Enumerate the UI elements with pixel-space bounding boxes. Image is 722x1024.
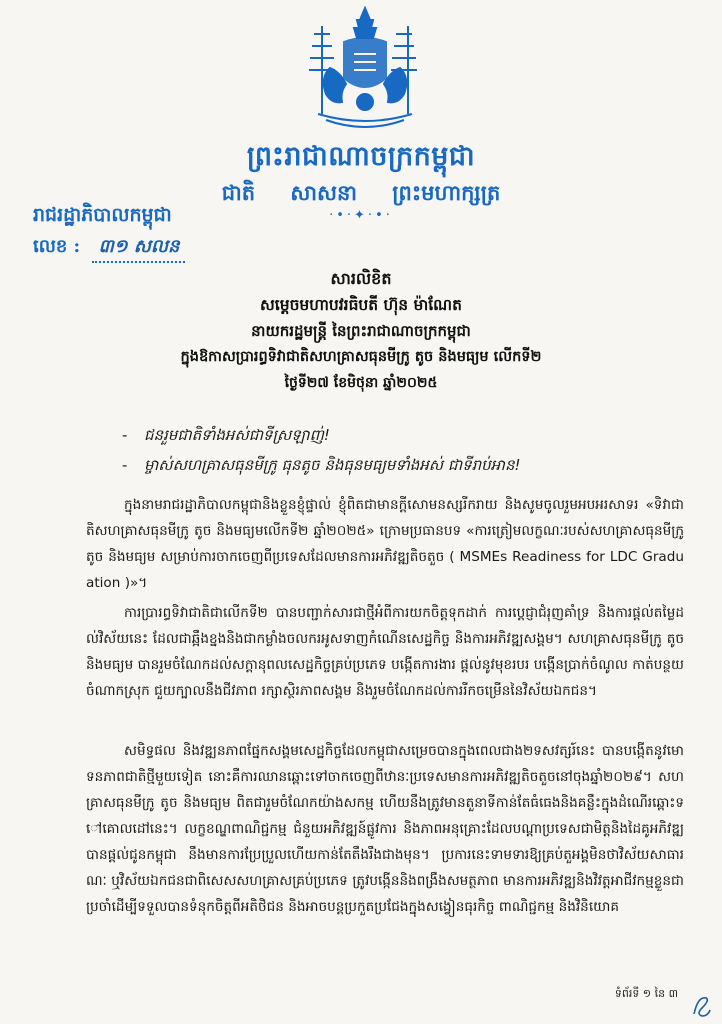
title-message: សារលិខិត [330,269,392,288]
royal-coat-of-arms-emblem [300,6,430,134]
reference-number: ៣១ សលន [92,234,185,263]
title-position: នាយករដ្ឋមន្ត្រី នៃព្រះរាជាណាចក្រកម្ពុជា [251,322,471,340]
kingdom-title: ព្រះរាជាណាចក្រកម្ពុជា [246,141,476,172]
greeting-dash: - [122,426,128,444]
body-paragraph: ក្នុងនាមរាជរដ្ឋាភិបាលកម្ពុជានិងខ្លួនខ្ញុំផ្ទាល់ ខ្ញុំពិតជាមានក្តីសោមនស្សរីករាយ និងសូមចូលរួមអបអរសាទរ «ទិវាជាតិសហគ្រាសធុនមីក្រូ តូច និងមធ្យមលើកទី២ ឆ្នាំ២០២៥» ក្រោមប្រធានបទ «ការត្រៀមលក្ខណៈរបស់សហគ្រាសធុនមីក្រូ តូច និងមធ្យម សម្រាប់ការចាកចេញពីប្រទេសដែលមានការអភិវឌ្ឍតិចតួច ( MSMEs Readiness for LDC Graduation )»។ [86,497,684,591]
national-motto: ជាតិ សាសនា ព្រះមហាក្សត្រ [221,180,501,205]
title-occasion: ក្នុងឱកាសប្រារព្ធទិវាជាតិសហគ្រាសធុនមីក្រូ តូច និងមធ្យម លើកទី២ [180,348,542,365]
message-title-block [0,266,722,396]
header-ornament: ·•·✦·•· [329,208,393,223]
title-date: ថ្ងៃទី២៧ ខែមិថុនា ឆ្នាំ២០២៥ [284,375,438,391]
reference-label: លេខ : [33,236,81,257]
initials-signature-mark [690,992,712,1020]
title-sender: សម្តេចមហាបវរធិបតី ហ៊ុន ម៉ាណែត [260,295,462,314]
greeting-dash: - [122,456,128,474]
message-body [86,492,684,980]
government-name: រាជរដ្ឋាភិបាលកម្ពុជា [33,204,172,226]
greeting-text: ជនរួមជាតិទាំងអស់ជាទីស្រឡាញ់! [144,426,330,444]
body-paragraph: សមិទ្ធផល និងវឌ្ឍនភាពផ្នែកសង្គមសេដ្ឋកិច្ចដែលកម្ពុជាសម្រេចបានក្នុងពេលជាង២ទសវត្សរ៍នេះ បានបង្កើតនូវមោទនភាពជាតិថ្មីមួយទៀត នោះគឺការឈានឆ្ពោះទៅចាកចេញពីឋានៈប្រទេសមានការអភិវឌ្ឍតិចតួចនៅចុងឆ្នាំ២០២៩។ សហគ្រាសធុនមីក្រូ តូច និងមធ្យម ពិតជារួមចំណែកយ៉ាងសកម្ម ហើយនឹងត្រូវមានតួនាទីកាន់តែធំធេងនិងគន្លឹះក្នុងដំណើរឆ្ពោះទៅគោលដៅនេះ។ លក្ខខណ្ឌពាណិជ្ជកម្ម ជំនួយអភិវឌ្ឍន៍ផ្លូវការ និងភាពអនុគ្រោះដែលបណ្តាប្រទេសជាមិត្តនិងដៃគូអភិវឌ្ឍបានផ្តល់ជូនកម្ពុជា នឹងមានការប្រែប្រួលហើយកាន់តែតឹងរឹងជាងមុន។ ប្រការនេះទាមទារឱ្យគ្រប់តួអង្គមិនថាវិស័យសាធារណៈ ឬវិស័យឯកជនជាពិសេសសហគ្រាសគ្រប់ប្រភេទ ត្រូវបង្កើននិងពង្រឹងសមត្ថភាព មានការអភិវឌ្ឍនិងវិវត្តអាជីវកម្មខ្លួនជាប្រចាំដើម្បីទទួលបានទំនុកចិត្តពីអតិថិជន និងអាចបន្តប្រកួតប្រជែងក្នុងសង្វៀនធុរកិច្ច ពាណិជ្ជកម្ម និងវិនិយោគ [86,743,684,915]
reference-line [33,234,185,263]
page-number: ទំព័រទី ១ នៃ ៣ [614,987,678,1000]
greetings-list [122,420,682,480]
body-paragraph: ការប្រារព្ធទិវាជាតិជាលើកទី២ បានបញ្ជាក់សារជាថ្មីអំពីការយកចិត្តទុកដាក់ ការប្តេជ្ញាជំរុញគាំទ្រ និងការផ្តល់តម្លៃដល់វិស័យនេះ ដែលជាឆ្អឹងខ្នងនិងជាកម្លាំងចលករអូសទាញកំណើនសេដ្ឋកិច្ច និងការអភិវឌ្ឍសង្គម។ សហគ្រាសធុនមីក្រូ តូច និងមធ្យម បានរួមចំណែកដល់សក្តានុពលសេដ្ឋកិច្ចគ្រប់ប្រភេទ បង្កើតការងារ ផ្តល់នូវមុខរបរ បង្កើនប្រាក់ចំណូល កាត់បន្ថយចំណាកស្រុក ជួយក្បាលនឹងជីវភាព រក្សាស្ថិរភាពសង្គម និងរួមចំណែកដល់ការរីកចម្រើននៃវិស័យឯកជន។ [86,605,684,699]
greeting-text: ម្ចាស់សហគ្រាសធុនមីក្រូ ធុនតូច និងធុនមធ្យមទាំងអស់ ជាទីរាប់អាន! [144,456,521,474]
greeting-item [122,450,682,480]
greeting-item [122,420,682,450]
